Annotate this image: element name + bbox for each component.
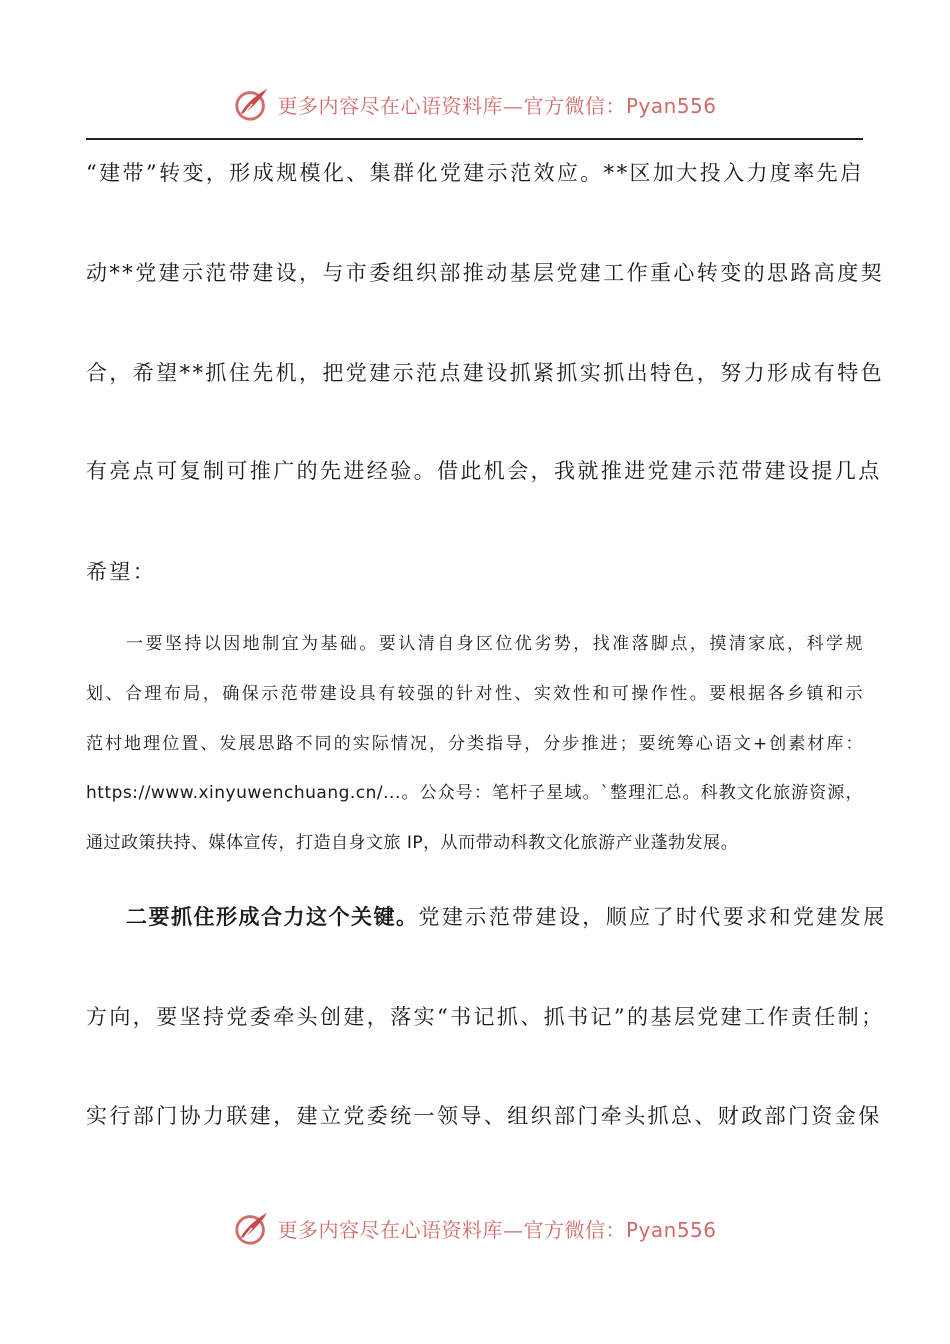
header-banner: [0, 82, 950, 126]
body-line: 方向，要坚持党委牵头创建，落实“书记抓、抓书记”的基层党建工作责任制；: [86, 1005, 885, 1029]
body-line: 希望：: [86, 560, 157, 584]
footer-banner-text: 更多内容尽在心语资料库—官方微信：Pyan556: [277, 1217, 717, 1242]
section-first-line: [126, 902, 887, 932]
quill-logo-icon: [233, 85, 271, 123]
body-line: 合，希望**抓住先机，把党建示范点建设抓紧抓实抓出特色，努力形成有特色: [86, 361, 884, 385]
body-line: “建带”转变，形成规模化、集群化党建示范效应。**区加大投入力度率先启: [86, 161, 864, 185]
insert-line: 通过政策扶持、媒体宣传，打造自身文旅 IP，从而带动科教文化旅游产业蓬勃发展。: [86, 833, 739, 853]
header-banner-text: 更多内容尽在心语资料库—官方微信：Pyan556: [277, 93, 717, 118]
insert-line: 一要坚持以因地制宜为基础。要认清自身区位优劣势，找准落脚点，摸清家底，科学规: [126, 634, 863, 654]
insert-line: https://www.xinyuwenchuang.cn/...。公众号：笔杆子星域。`整理汇总。科教文化旅游资源，: [86, 783, 863, 803]
body-line: 有亮点可复制可推广的先进经验。借此机会，我就推进党建示范带建设提几点: [86, 459, 882, 483]
insert-line: 范村地理位置、发展思路不同的实际情况，分类指导，分步推进；要统筹心语文+创素材库：: [86, 734, 863, 754]
footer-wechat-handle: Pyan556: [625, 1217, 717, 1242]
footer-banner: [0, 1206, 950, 1250]
quill-logo-icon: [233, 1209, 271, 1247]
body-line: 实行部门协力联建，建立党委统一领导、组织部门牵头抓总、财政部门资金保: [86, 1104, 882, 1128]
section-heading: 二要抓住形成合力这个关键。: [126, 905, 419, 929]
header-divider: [86, 138, 863, 140]
body-line: 动**党建示范带建设，与市委组织部推动基层党建工作重心转变的思路高度契: [86, 261, 884, 285]
section-heading-rest: 党建示范带建设，顺应了时代要求和党建发展: [418, 905, 887, 929]
insert-line: 划、合理布局，确保示范带建设具有较强的针对性、实效性和可操作性。要根据各乡镇和示: [86, 684, 863, 704]
header-wechat-handle: Pyan556: [625, 93, 717, 118]
